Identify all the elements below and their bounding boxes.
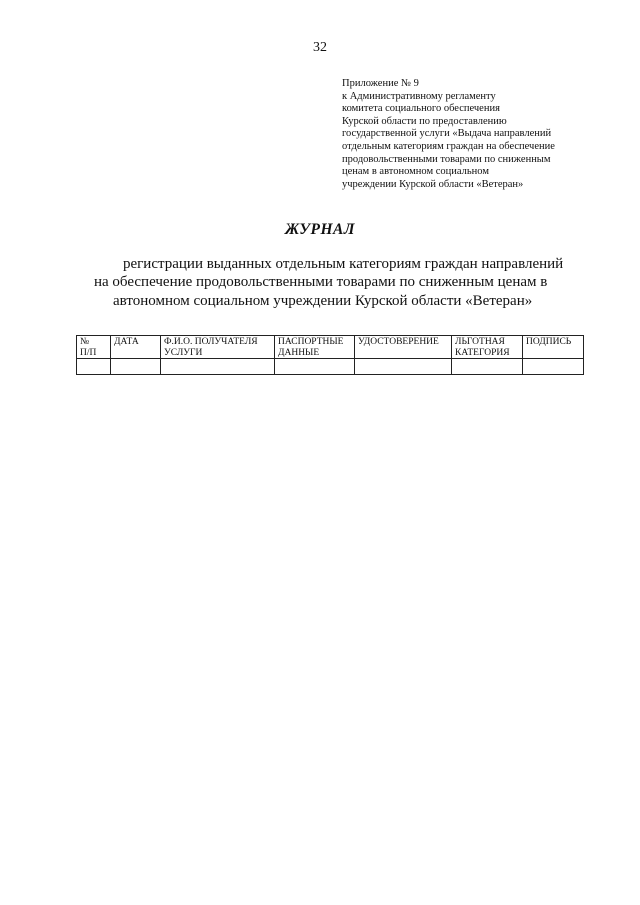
appendix-line: государственной услуги «Выдача направлений: [342, 128, 552, 140]
column-header-category: ЛЬГОТНАЯ КАТЕГОРИЯ: [452, 336, 523, 359]
subtitle-line: автономном социальном учреждении Курской области «Ветеран»: [113, 293, 533, 309]
table-cell: [452, 359, 523, 375]
column-header-certificate: УДОСТОВЕРЕНИЕ: [355, 336, 452, 359]
table-cell: [77, 359, 111, 375]
table-cell: [355, 359, 452, 375]
page-number: 32: [313, 40, 327, 55]
subtitle-line: регистрации выданных отдельным категориям граждан направлений: [123, 256, 564, 272]
appendix-line: Курской области по предоставлению: [342, 115, 507, 127]
appendix-line: к Административному регламенту: [342, 90, 496, 102]
appendix-line: ценам в автономном социальном: [342, 166, 489, 178]
table-cell: [523, 359, 584, 375]
appendix-line: комитета социального обеспечения: [342, 103, 500, 115]
column-header-recipient: Ф.И.О. ПОЛУЧАТЕЛЯ УСЛУГИ: [161, 336, 275, 359]
table-row: [77, 359, 584, 375]
appendix-line: учреждении Курской области «Ветеран»: [342, 178, 524, 190]
appendix-note: [342, 78, 612, 191]
document-title: ЖУРНАЛ: [285, 221, 355, 238]
appendix-line: Приложение № 9: [342, 78, 419, 89]
table-cell: [275, 359, 355, 375]
column-header-number: № П/П: [77, 336, 111, 359]
appendix-line: продовольственными товарами по сниженным: [342, 153, 551, 165]
table-cell: [111, 359, 161, 375]
appendix-line: отдельным категориям граждан на обеспечение: [342, 140, 555, 152]
table-cell: [161, 359, 275, 375]
column-header-date: ДАТА: [111, 336, 161, 359]
subtitle-line: на обеспечение продовольственными товарами по сниженным ценам в: [94, 274, 548, 290]
table-header-row: [77, 336, 584, 359]
journal-table: [76, 335, 584, 375]
column-header-passport: ПАСПОРТНЫЕ ДАННЫЕ: [275, 336, 355, 359]
column-header-signature: ПОДПИСЬ: [523, 336, 584, 359]
